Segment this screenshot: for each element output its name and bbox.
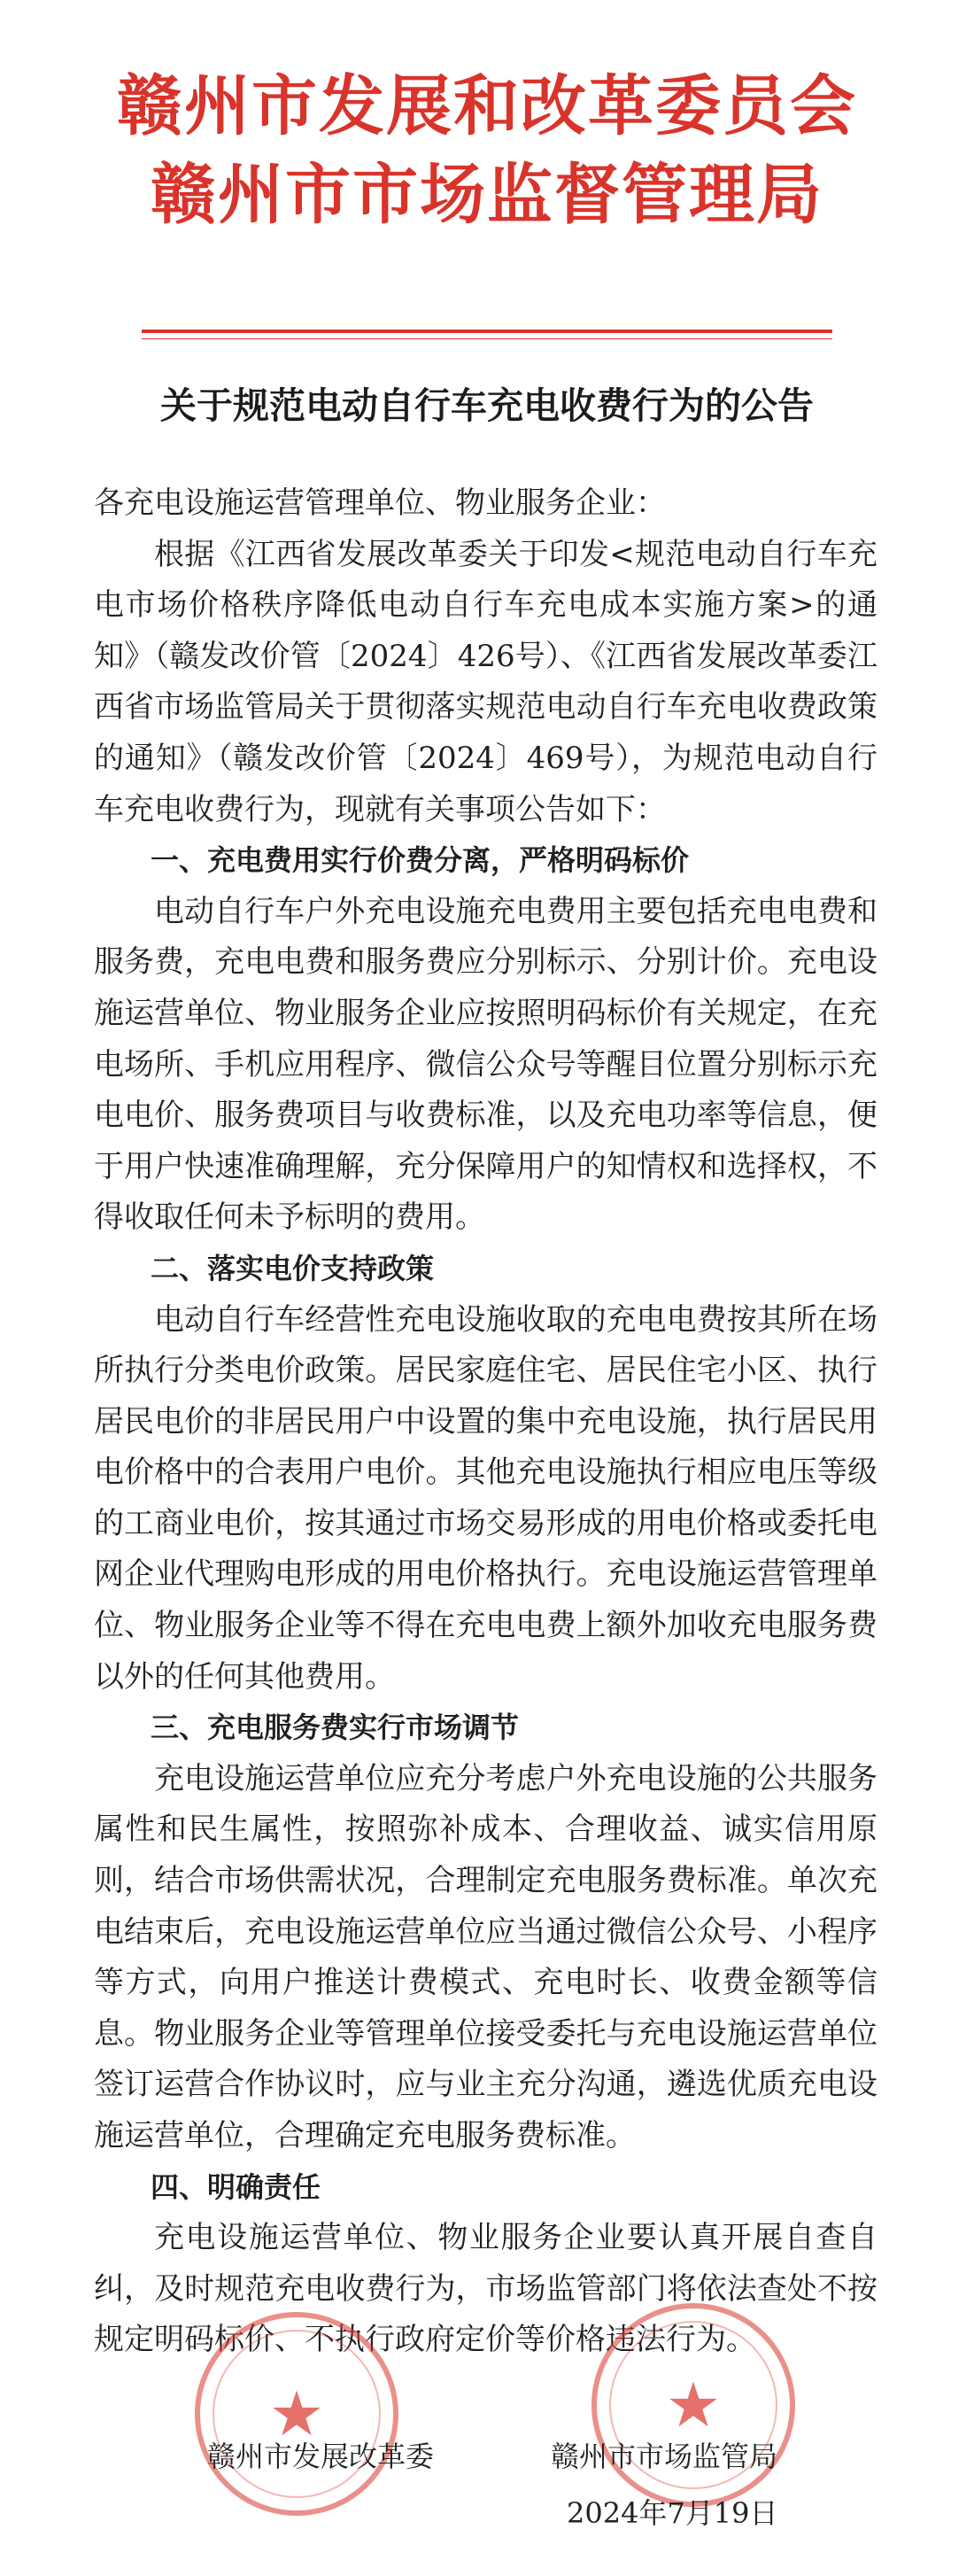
red-divider-thick (142, 330, 832, 333)
section-text-2: 电动自行车经营性充电设施收取的充电电费按其所在场所执行分类电价政策。居民家庭住宅、居民住宅小区、执行居民电价的非居民用户中设置的集中充电设施，执行居民用电价格中的合表用户电价。其他充电设施执行相应电压等级的工商业电价，按其通过市场交易形成的用电价格或委托电网企业代理购电形成的用电价格执行。充电设施运营管理单位、物业服务企业等不得在充电电费上额外加收充电服务费以外的任何其他费用。 (94, 1301, 877, 1695)
signature-date: 2024年7月19日 (567, 2496, 778, 2530)
section-text-1: 电动自行车户外充电设施充电费用主要包括充电电费和服务费，充电电费和服务费应分别标示、分别计价。充电设施运营单位、物业服务企业应按照明码标价有关规定，在充电场所、手机应用程序、微信公众号等醒目位置分别标示充电电价、服务费项目与收费标准，以及充电功率等信息，便于用户快速准确理解，充分保障用户的知情权和选择权，不得收取任何未予标明的费用。 (94, 893, 877, 1236)
section-text-4: 充电设施运营单位、物业服务企业要认真开展自查自纠，及时规范充电收费行为，市场监管部门将依法查处不按规定明码标价、不执行政府定价等价格违法行为。 (94, 2220, 877, 2358)
issuing-org-2: 赣州市市场监督管理局 (151, 157, 823, 233)
issuing-org-1: 赣州市发展和改革委员会 (117, 68, 857, 144)
signature-right: 赣州市市场监管局 (551, 2440, 778, 2473)
document-title: 关于规范电动自行车充电收费行为的公告 (160, 384, 814, 427)
section-text-3: 充电设施运营单位应充分考虑户外充电设施的公共服务属性和民生属性，按照弥补成本、合理收益、诚实信用原则，结合市场供需状况，合理制定充电服务费标准。单次充电结束后，充电设施运营单位应当通过微信公众号、小程序等方式，向用户推送计费模式、充电时长、收费金额等信息。物业服务企业等管理单位接受委托与充电设施运营单位签订运营合作协议时，应与业主充分沟通，遴选优质充电设施运营单位，合理确定充电服务费标准。 (94, 1760, 877, 2153)
seal-star-icon: ★ (268, 2378, 325, 2450)
seal-star-icon: ★ (665, 2369, 722, 2441)
red-divider-thin (142, 338, 832, 339)
intro-paragraph: 根据《江西省发展改革委关于印发<规范电动自行车充电市场价格秩序降低电动自行车充电成本实施方案>的通知》（赣发改价管〔2024〕426号）、《江西省发展改革委江西省市场监管局关于贯彻落实规范电动自行车充电收费政策的通知》（赣发改价管〔2024〕469号），为规范电动自行车充电收费行为，现就有关事项公告如下： (94, 536, 877, 827)
section-heading-2: 二、落实电价支持政策 (151, 1251, 435, 1285)
section-heading-1: 一、充电费用实行价费分离，严格明码标价 (151, 843, 690, 878)
seal-market-supervision-bureau (591, 2303, 795, 2507)
seal-development-reform-commission (195, 2312, 398, 2516)
section-heading-3: 三、充电服务费实行市场调节 (151, 1711, 520, 1745)
signature-left: 赣州市发展改革委 (207, 2440, 435, 2473)
letterhead (0, 62, 974, 239)
section-heading-4: 四、明确责任 (151, 2169, 321, 2204)
document-body (94, 478, 877, 2366)
salutation: 各充电设施运营管理单位、物业服务企业： (94, 485, 666, 521)
